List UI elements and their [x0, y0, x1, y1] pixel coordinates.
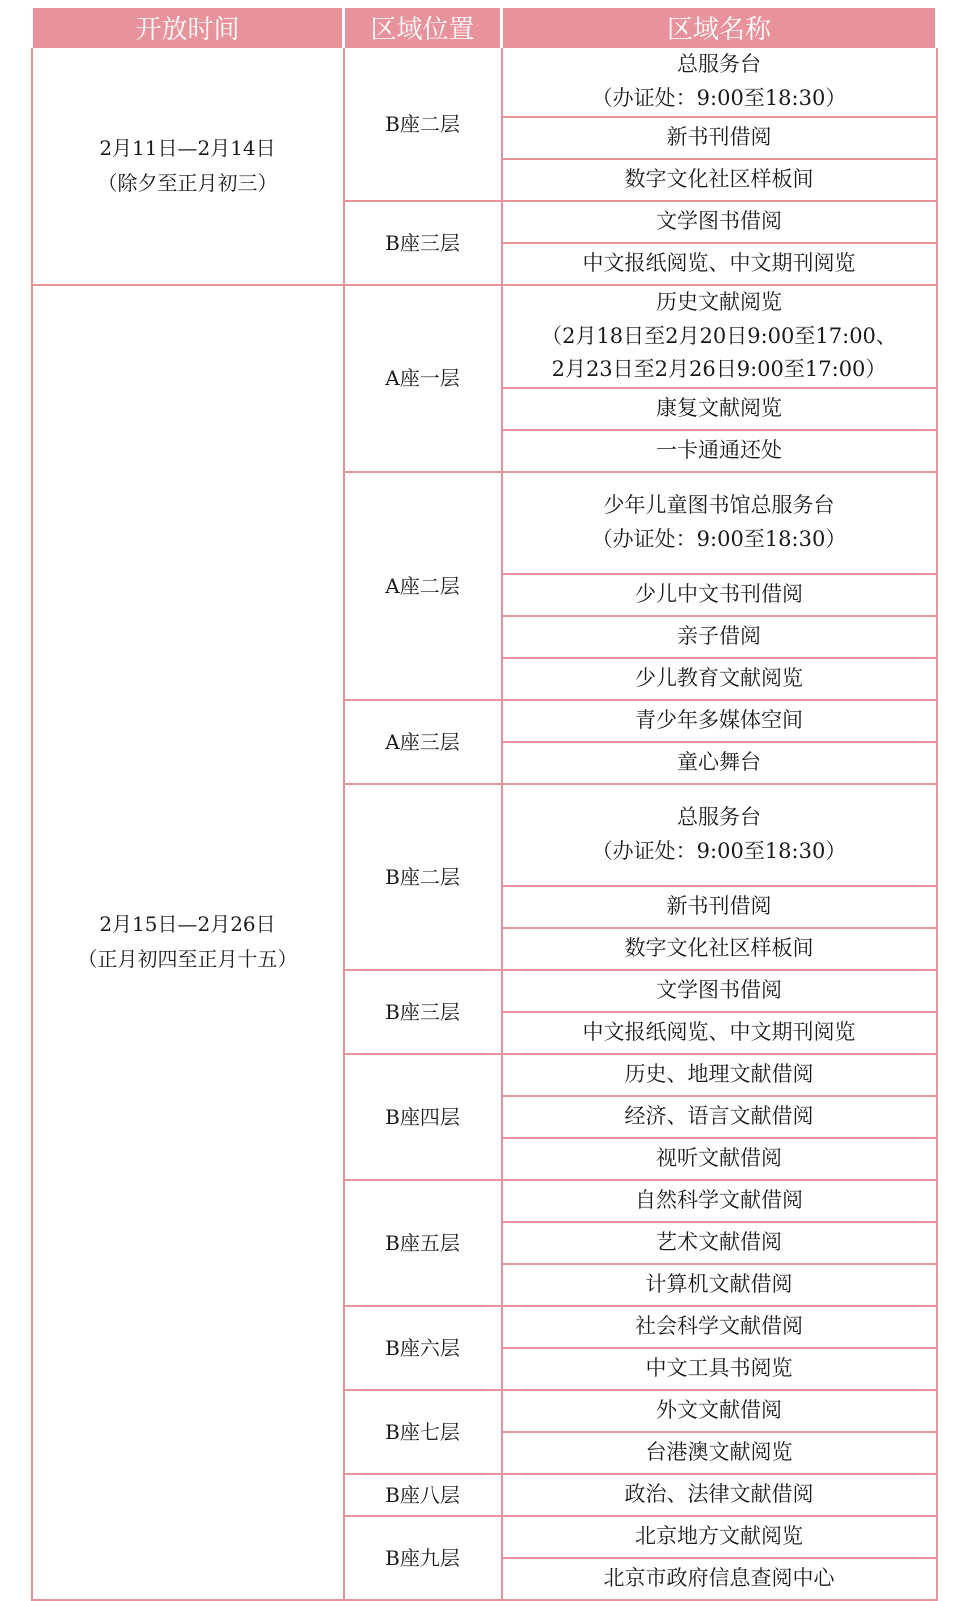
area-name: 社会科学文献借阅 — [635, 1313, 803, 1338]
area-name-cell — [502, 201, 937, 243]
area-name: 中文报纸阅览、中文期刊阅览 — [582, 251, 856, 276]
area-note: （办证处：9:00至18:30） — [591, 86, 847, 110]
area-name-cell — [502, 1474, 937, 1516]
area-name: 艺术文献借阅 — [656, 1229, 782, 1254]
area-name: 历史、地理文献借阅 — [624, 1061, 814, 1086]
area-location-cell: A座三层 — [344, 700, 502, 784]
area-location-cell: B座七层 — [344, 1390, 502, 1474]
opening-holiday-range: （正月初四至正月十五） — [77, 947, 298, 972]
area-name: 文学图书借阅 — [656, 209, 782, 234]
area-name-cell — [502, 970, 937, 1012]
area-name: 中文工具书阅览 — [645, 1355, 793, 1380]
area-name-cell — [502, 117, 937, 159]
area-name-cell — [502, 430, 937, 472]
area-name-cell — [502, 1306, 937, 1348]
area-name-cell — [502, 574, 937, 616]
area-name-cell — [502, 1516, 937, 1558]
area-name: 视听文献借阅 — [656, 1145, 782, 1170]
area-note: （办证处：9:00至18:30） — [591, 838, 847, 863]
area-name-cell — [502, 243, 937, 285]
area-name: 新书刊借阅 — [666, 125, 772, 150]
area-name-cell — [502, 886, 937, 928]
area-name: 少年儿童图书馆总服务台 — [603, 493, 835, 518]
area-location-cell: B座五层 — [344, 1180, 502, 1306]
area-location-cell: B座三层 — [344, 201, 502, 285]
area-note: 2月23日至2月26日9:00至17:00） — [551, 357, 887, 382]
opening-holiday-range: （除夕至正月初三） — [97, 171, 278, 195]
area-name: 政治、法律文献借阅 — [624, 1481, 814, 1506]
area-name: 亲子借阅 — [677, 623, 761, 648]
area-name-cell — [502, 47, 937, 117]
area-name: 总服务台 — [677, 805, 761, 830]
area-location-cell: B座九层 — [344, 1516, 502, 1600]
area-name-cell — [502, 285, 937, 388]
area-location-cell: A座二层 — [344, 472, 502, 700]
area-location-cell: B座四层 — [344, 1054, 502, 1180]
area-name: 外文文献借阅 — [656, 1397, 782, 1422]
area-location-cell: B座三层 — [344, 970, 502, 1054]
opening-schedule-table — [30, 8, 938, 1601]
area-name: 数字文化社区样板间 — [624, 167, 814, 192]
area-name: 康复文献阅览 — [656, 395, 782, 420]
area-name-cell — [502, 1264, 937, 1306]
area-name: 少儿教育文献阅览 — [635, 665, 803, 690]
area-name: 自然科学文献借阅 — [635, 1187, 803, 1212]
area-location-cell: B座二层 — [344, 47, 502, 201]
area-note: （2月18日至2月20日9:00至17:00、 — [541, 323, 897, 348]
area-name: 新书刊借阅 — [666, 893, 772, 918]
area-name: 数字文化社区样板间 — [624, 935, 814, 960]
table-row — [32, 285, 937, 388]
area-name: 中文报纸阅览、中文期刊阅览 — [582, 1019, 856, 1044]
schedule-body — [32, 47, 937, 1600]
area-location-cell: A座一层 — [344, 285, 502, 472]
header-row — [32, 8, 937, 47]
area-name: 少儿中文书刊借阅 — [635, 581, 803, 606]
area-name: 历史文献阅览 — [656, 290, 782, 314]
opening-time-cell — [32, 47, 344, 285]
header-area-location: 区域位置 — [344, 8, 502, 47]
area-name-cell — [502, 1180, 937, 1222]
area-name-cell — [502, 658, 937, 700]
area-name: 台港澳文献阅览 — [645, 1439, 793, 1464]
area-name-cell — [502, 1432, 937, 1474]
table-row — [32, 47, 937, 117]
area-name-cell — [502, 1138, 937, 1180]
area-name-cell — [502, 616, 937, 658]
area-name-cell — [502, 1096, 937, 1138]
area-location-cell: B座六层 — [344, 1306, 502, 1390]
area-name: 计算机文献借阅 — [645, 1271, 793, 1296]
area-name-cell — [502, 784, 937, 886]
area-name-cell — [502, 1558, 937, 1600]
header-area-name: 区域名称 — [502, 8, 937, 47]
area-name: 北京市政府信息查阅中心 — [603, 1565, 835, 1590]
area-name-cell — [502, 1222, 937, 1264]
opening-time-cell — [32, 285, 344, 1600]
header-opening-time: 开放时间 — [32, 8, 344, 47]
area-name-cell — [502, 1012, 937, 1054]
area-note: （办证处：9:00至18:30） — [591, 526, 847, 551]
area-name: 青少年多媒体空间 — [635, 707, 803, 732]
opening-date-range: 2月15日—2月26日 — [99, 912, 276, 937]
area-name-cell — [502, 928, 937, 970]
area-name-cell — [502, 700, 937, 742]
area-name-cell — [502, 742, 937, 784]
area-name-cell — [502, 1390, 937, 1432]
area-name: 北京地方文献阅览 — [635, 1523, 803, 1548]
area-name: 经济、语言文献借阅 — [624, 1103, 814, 1128]
area-name: 总服务台 — [677, 52, 761, 77]
area-name: 一卡通通还处 — [656, 437, 782, 462]
area-name: 童心舞台 — [677, 749, 761, 774]
opening-date-range: 2月11日—2月14日 — [99, 136, 276, 160]
area-location-cell: B座八层 — [344, 1474, 502, 1516]
area-name-cell — [502, 1348, 937, 1390]
area-name-cell — [502, 159, 937, 201]
area-location-cell: B座二层 — [344, 784, 502, 970]
area-name-cell — [502, 472, 937, 574]
area-name: 文学图书借阅 — [656, 977, 782, 1002]
area-name-cell — [502, 1054, 937, 1096]
area-name-cell — [502, 388, 937, 430]
